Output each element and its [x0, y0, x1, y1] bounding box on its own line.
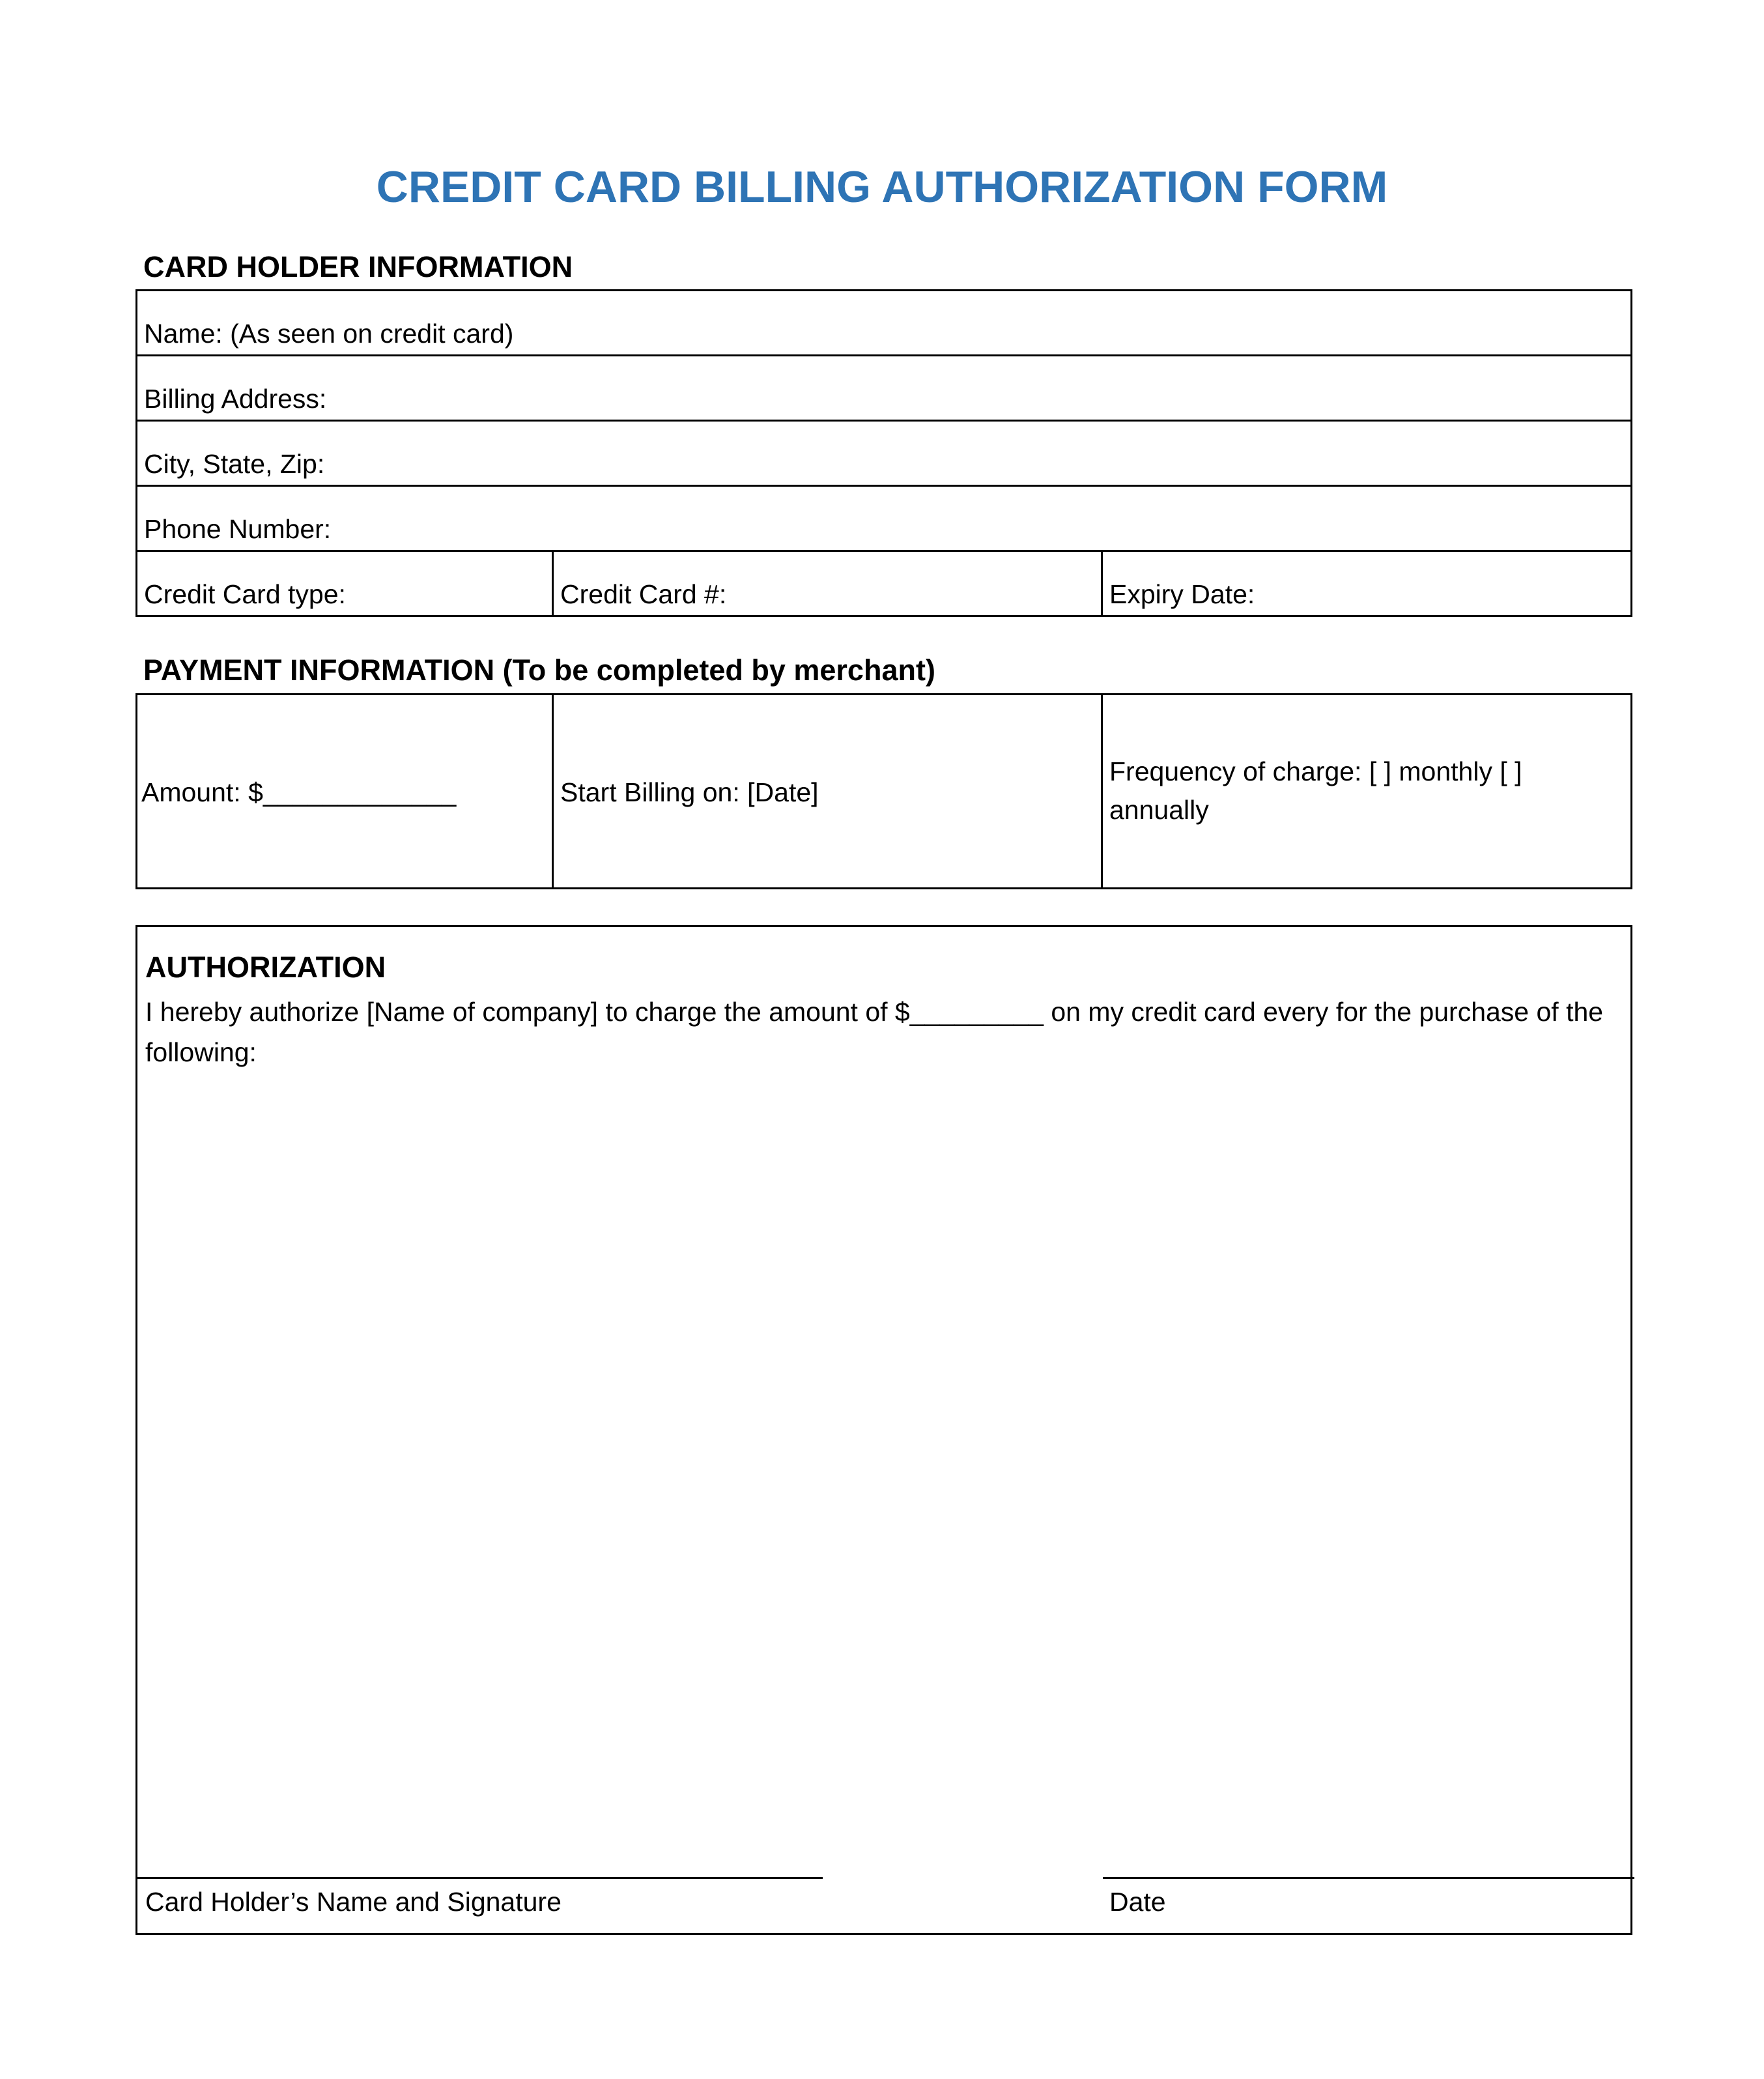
phone-number-field[interactable]	[135, 485, 1632, 552]
amount-field[interactable]	[135, 693, 554, 889]
payment-section-heading: PAYMENT INFORMATION (To be completed by merchant)	[143, 653, 935, 687]
amount-label: Amount: $_____________	[141, 777, 457, 807]
start-billing-field[interactable]	[552, 693, 1103, 889]
card-type-field[interactable]	[135, 550, 554, 617]
start-billing-label: Start Billing on: [Date]	[560, 777, 819, 807]
form-title: CREDIT CARD BILLING AUTHORIZATION FORM	[376, 162, 1388, 212]
expiry-date-field[interactable]	[1101, 550, 1632, 617]
card-type-label: Credit Card type:	[144, 579, 346, 609]
city-state-zip-label: City, State, Zip:	[144, 449, 325, 479]
card-number-label: Credit Card #:	[560, 579, 727, 609]
billing-address-label: Billing Address:	[144, 384, 327, 414]
signature-line[interactable]	[137, 1877, 823, 1879]
billing-address-field[interactable]	[135, 354, 1632, 422]
city-state-zip-field[interactable]	[135, 420, 1632, 487]
cardholder-section-heading: CARD HOLDER INFORMATION	[143, 250, 573, 283]
authorization-box	[135, 925, 1632, 1935]
signature-label: Card Holder’s Name and Signature	[145, 1887, 562, 1917]
frequency-label: Frequency of charge: [ ] monthly [ ] annually	[1109, 756, 1529, 825]
authorization-heading: AUTHORIZATION	[145, 951, 386, 984]
expiry-date-label: Expiry Date:	[1109, 579, 1255, 609]
phone-number-label: Phone Number:	[144, 514, 332, 544]
name-field[interactable]	[135, 289, 1632, 356]
date-line[interactable]	[1103, 1877, 1634, 1879]
card-number-field[interactable]	[552, 550, 1103, 617]
name-field-label: Name: (As seen on credit card)	[144, 319, 514, 349]
authorization-text: I hereby authorize [Name of company] to charge the amount of $_________ on my credit card every for the purchase of the following:	[145, 997, 1604, 1067]
frequency-field[interactable]	[1101, 693, 1632, 889]
date-label: Date	[1109, 1887, 1166, 1917]
